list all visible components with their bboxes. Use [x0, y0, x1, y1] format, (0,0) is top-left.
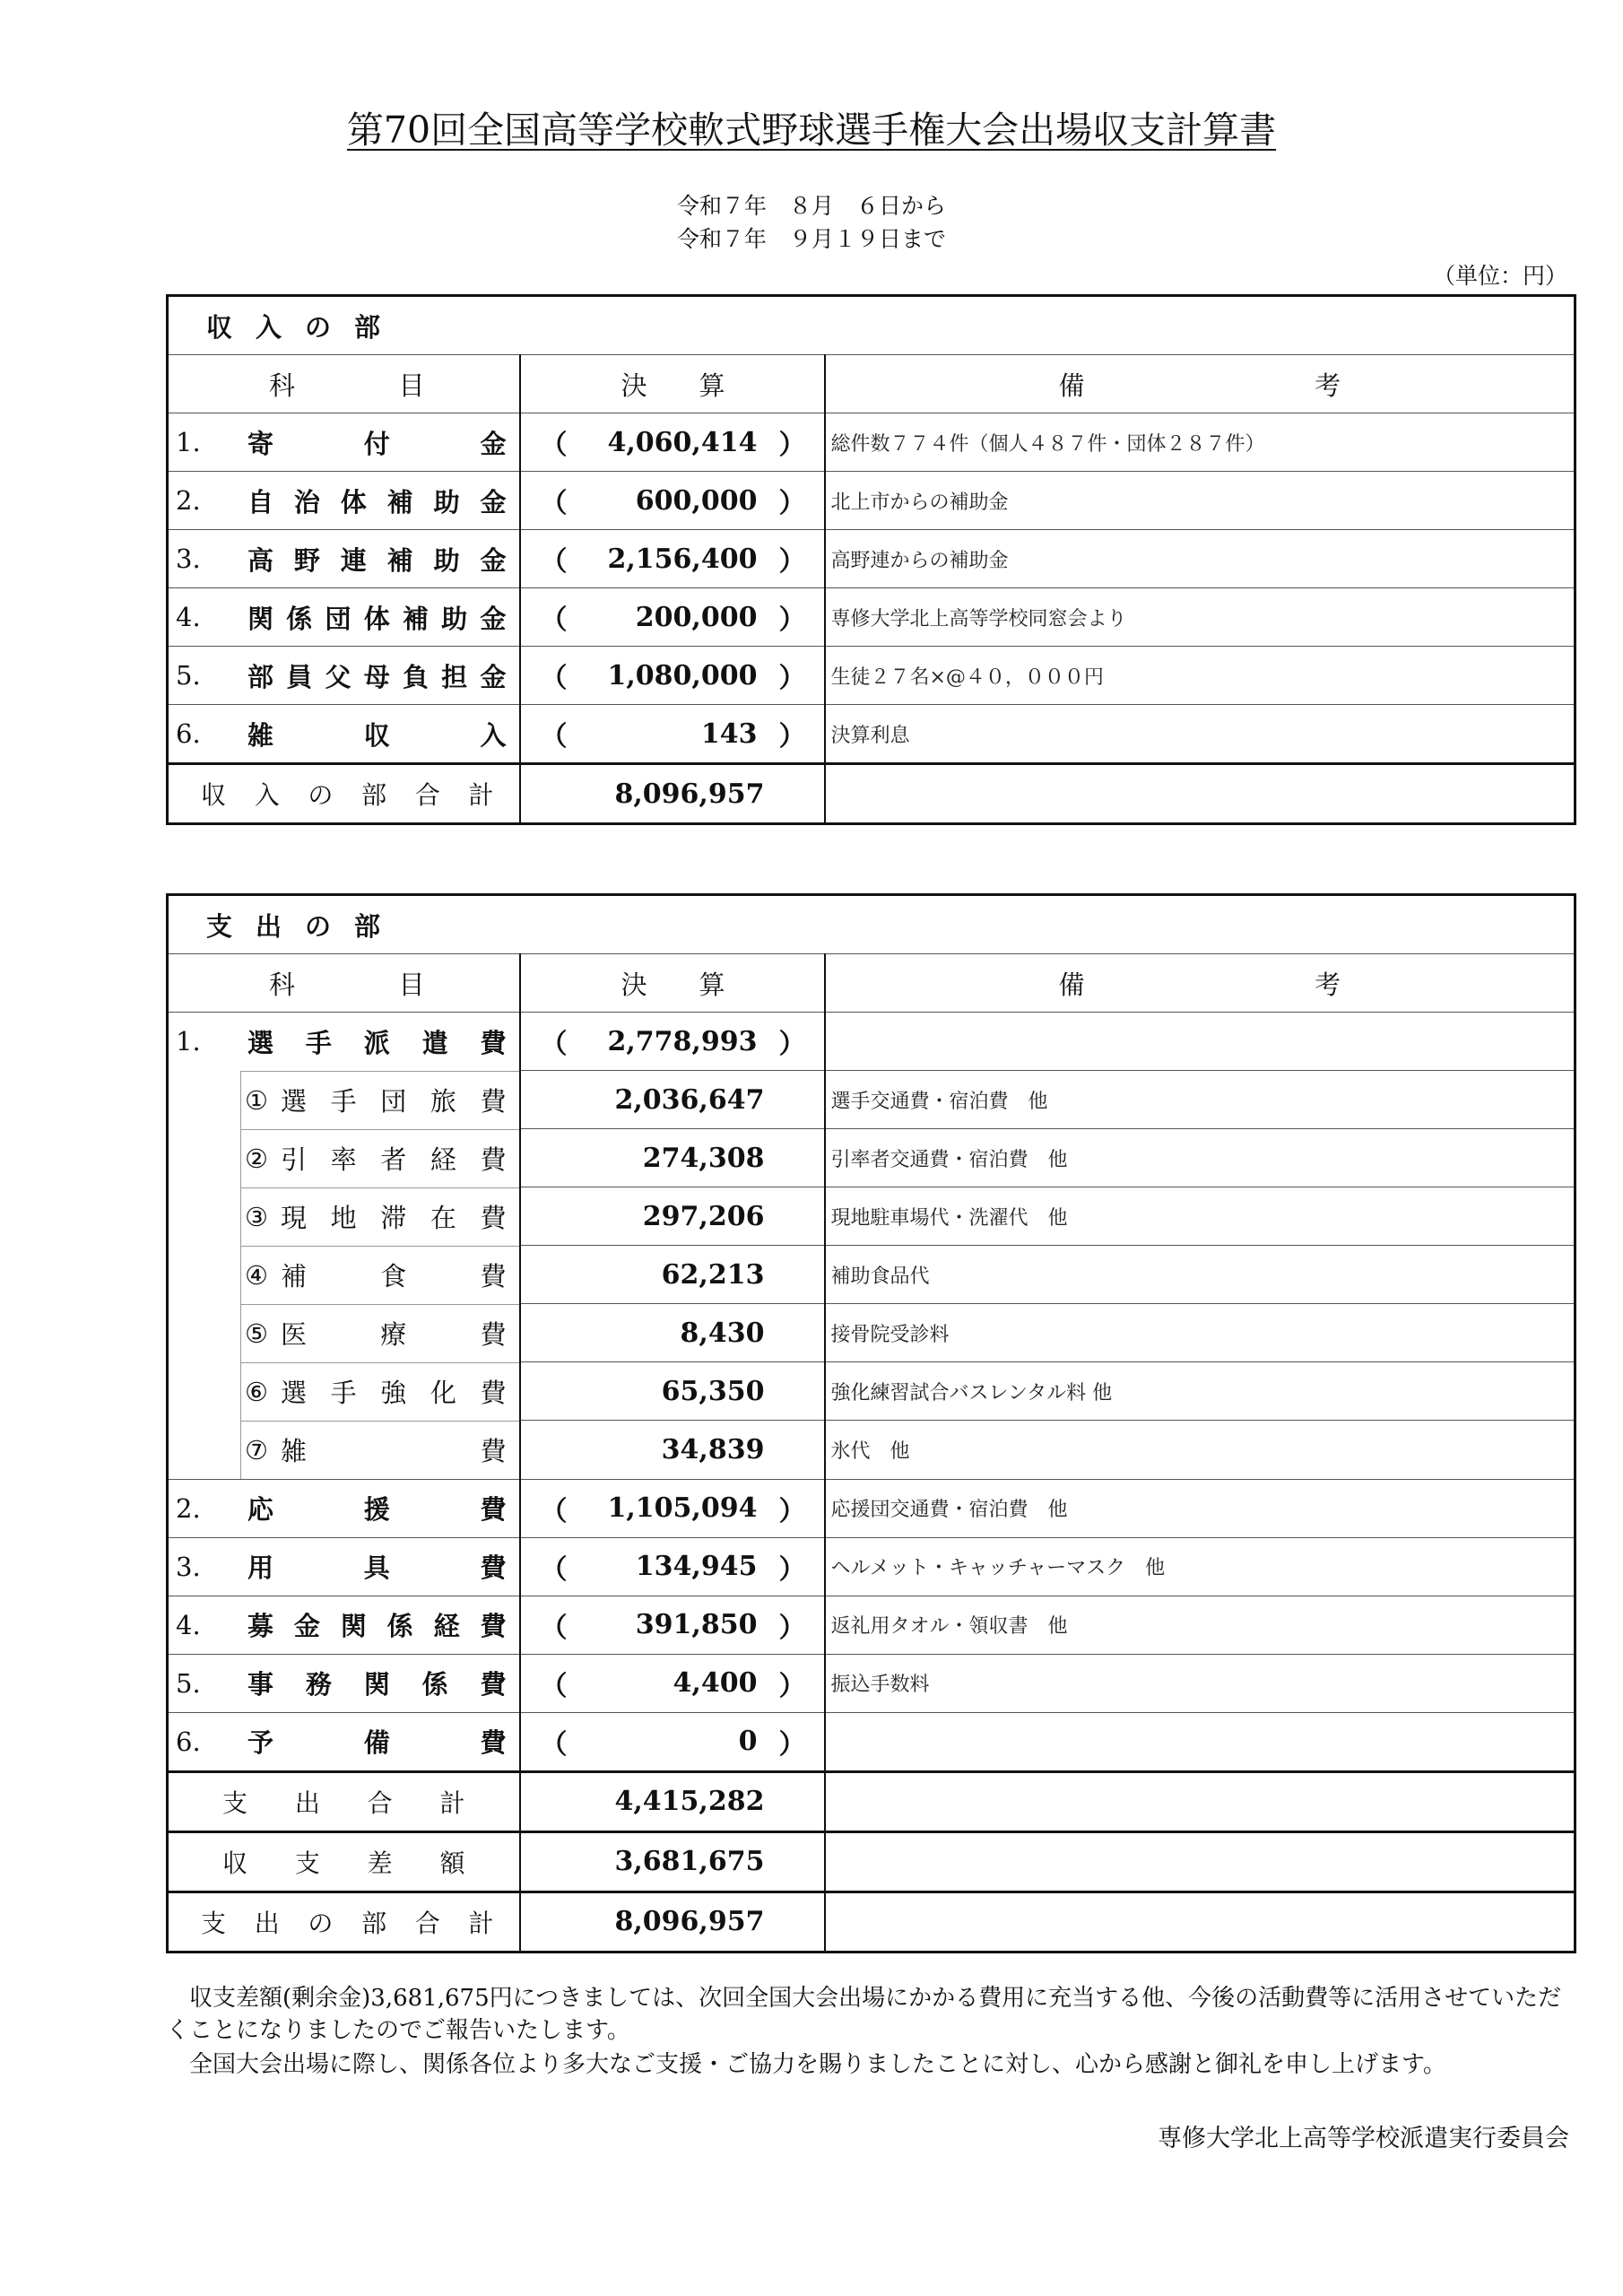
item-label: [247, 483, 507, 519]
label-char: 用: [247, 1552, 274, 1583]
label-char: の: [308, 1908, 334, 1938]
period-from: 令和７年 ８月 ６日から: [676, 193, 946, 219]
total-amount: 4,415,282: [614, 1786, 765, 1817]
label-char: 費: [480, 1727, 507, 1758]
label-char: 係: [421, 1669, 448, 1700]
label-char: 計: [439, 1787, 465, 1818]
total-label: [169, 1784, 519, 1820]
label-char: 補: [386, 544, 413, 576]
sub-item-note: 氷代 他: [830, 1439, 910, 1463]
label-char: 費: [480, 1319, 507, 1350]
label-char: 出: [254, 1908, 280, 1938]
ledger-row: [168, 472, 1575, 530]
item-amount: 391,850: [635, 1609, 758, 1640]
item-number: 2.: [176, 1492, 201, 1524]
sub-item-marker: ⑦: [245, 1434, 268, 1465]
sub-item-amount: 2,036,647: [614, 1083, 765, 1116]
sub-item-marker: ④: [245, 1259, 268, 1291]
item-amount: 4,060,414: [607, 426, 758, 458]
item-note: 専修大学北上高等学校同窓会より: [830, 607, 1127, 631]
ledger-row: [168, 1712, 1575, 1771]
label-char: 合: [367, 1787, 393, 1818]
item-amount: 200,000: [635, 601, 758, 633]
label-char: 在: [430, 1203, 456, 1233]
label-char: 体: [363, 603, 390, 634]
item-label: [247, 424, 507, 461]
label-char: 科: [269, 969, 296, 1000]
ledger-row: [168, 647, 1575, 705]
label-char: 収: [201, 780, 227, 810]
sub-item-label: [281, 1431, 507, 1468]
label-char: 募: [247, 1611, 274, 1641]
item-note: 総件数７７４件（個人４８７件・団体２８７件）: [830, 432, 1265, 456]
income-total-amount: 8,096,957: [614, 778, 765, 810]
label-char: 備: [1058, 370, 1085, 401]
income-column-headers: [168, 355, 1575, 413]
item-number: 3.: [176, 1551, 201, 1582]
total-amount: 8,096,957: [614, 1906, 765, 1937]
label-char: 野: [293, 544, 320, 576]
ledger-sub-row: [168, 1304, 1575, 1362]
sub-item-label: [281, 1198, 507, 1235]
label-char: 務: [305, 1669, 332, 1700]
label-char: 具: [363, 1552, 390, 1583]
label-char: 部: [361, 1908, 387, 1938]
label-char: 担: [441, 661, 468, 692]
label-char: 金: [480, 428, 507, 459]
label-char: 合: [414, 1908, 440, 1938]
sub-item-note: 補助食品代: [830, 1265, 930, 1288]
label-char: 引: [281, 1144, 308, 1175]
item-label: [247, 1490, 507, 1526]
sub-item-label: [281, 1315, 507, 1352]
label-char: 額: [439, 1848, 465, 1878]
item-label: [247, 1723, 507, 1760]
label-char: 金: [480, 661, 507, 692]
label-char: 合: [414, 780, 440, 810]
label-char: 率: [330, 1144, 357, 1175]
sub-item-amount: 274,308: [642, 1142, 765, 1174]
period-to: 令和７年 ９月１９日まで: [676, 226, 946, 252]
ledger-row: [168, 1479, 1575, 1537]
label-char: 手: [330, 1086, 357, 1117]
label-char: 連: [340, 544, 367, 576]
item-number: 5.: [176, 660, 201, 691]
item-label: [247, 716, 507, 752]
paren-close: ）: [778, 604, 806, 636]
label-char: 自: [247, 486, 274, 517]
item-note: 振込手数料: [830, 1674, 930, 1696]
label-char: 選: [247, 1027, 274, 1058]
ledger-row: [168, 705, 1575, 764]
sub-item-marker: ②: [245, 1143, 268, 1174]
item-number: 3.: [176, 544, 201, 574]
paren-open: （: [540, 663, 568, 694]
paren-open: （: [540, 546, 568, 578]
ledger-row: [168, 1013, 1575, 1071]
label-char: 応: [247, 1494, 274, 1525]
sub-item-amount: 8,430: [680, 1317, 765, 1349]
label-char: 助: [433, 486, 460, 517]
item-note: 応援団交通費・宿泊費 他: [830, 1499, 1068, 1521]
label-char: 手: [330, 1378, 357, 1408]
paren-open: （: [540, 1553, 568, 1586]
label-char: 支: [222, 1787, 248, 1818]
paren-open: （: [540, 604, 568, 636]
footer-paragraph-1: 収支差額(剰余金)3,681,675円につきましては、次回全国大会出場にかかる費用に充当する他、今後の活動費等に活用させていただくことになりましたのでご報告いたします。: [166, 1985, 1562, 2044]
label-char: 支: [294, 1848, 320, 1878]
label-char: 金: [480, 603, 507, 634]
label-char: 計: [468, 1908, 494, 1938]
header-remarks: [826, 366, 1575, 403]
income-section-title: 収入の部: [206, 311, 404, 343]
label-char: 算: [699, 969, 725, 1000]
paren-close: ）: [778, 721, 806, 752]
label-char: 援: [363, 1494, 390, 1525]
expense-section-header: [168, 895, 1575, 954]
item-label: [247, 541, 507, 578]
expense-total-row: [168, 1771, 1575, 1831]
label-char: 雑: [281, 1436, 308, 1466]
paren-close: ）: [778, 488, 806, 519]
paren-close: ）: [778, 1495, 806, 1527]
paren-open: （: [540, 1612, 568, 1644]
paren-open: （: [540, 1670, 568, 1702]
label-char: 治: [293, 486, 320, 517]
label-char: 予: [247, 1727, 274, 1758]
item-number: 4.: [176, 602, 201, 632]
sub-item-amount: 34,839: [661, 1433, 765, 1465]
total-label: [169, 1844, 519, 1880]
ledger-sub-row: [168, 1362, 1575, 1421]
label-char: 経: [430, 1144, 456, 1175]
item-label: [247, 1548, 507, 1585]
label-char: 目: [398, 969, 425, 1000]
label-char: 費: [480, 1261, 507, 1292]
label-char: 団: [325, 603, 352, 634]
header-amount: [521, 366, 824, 403]
item-label: [247, 1023, 507, 1060]
label-char: 計: [468, 780, 494, 810]
item-amount: 0: [738, 1726, 758, 1757]
sub-item-marker: ①: [245, 1084, 268, 1116]
item-number: 1.: [176, 1026, 201, 1057]
label-char: 出: [294, 1787, 320, 1818]
label-char: 差: [367, 1848, 393, 1878]
sub-item-note: 強化練習試合バスレンタル料 他: [830, 1381, 1113, 1405]
label-char: 入: [254, 780, 280, 810]
ledger-sub-row: [168, 1421, 1575, 1480]
label-char: 費: [480, 1436, 507, 1466]
label-char: 費: [480, 1144, 507, 1175]
income-total-row: [168, 764, 1575, 824]
sub-item-note: 現地駐車場代・洗濯代 他: [830, 1206, 1068, 1230]
sub-item-marker: ⑥: [245, 1376, 268, 1407]
label-char: 者: [380, 1144, 407, 1175]
label-char: 体: [340, 486, 367, 517]
ledger-sub-row: [168, 1187, 1575, 1246]
label-char: 備: [1058, 969, 1085, 1000]
paren-close: ）: [778, 546, 806, 578]
item-amount: 2,778,993: [607, 1025, 758, 1057]
item-number: 1.: [176, 427, 201, 457]
label-char: 係: [286, 603, 313, 634]
label-char: 派: [363, 1027, 390, 1058]
header-amount: [521, 965, 824, 1002]
sub-item-marker: ③: [245, 1201, 268, 1232]
label-char: 地: [330, 1203, 357, 1233]
sub-item-label: [281, 1140, 507, 1177]
header-subject: [169, 366, 519, 403]
label-char: 補: [281, 1261, 308, 1292]
expense-total-row: [168, 1831, 1575, 1892]
label-char: 医: [281, 1319, 308, 1350]
label-char: 母: [363, 661, 390, 692]
footer-paragraph-2: 全国大会出場に際し、関係各位より多大なご支援・ご協力を賜りましたことに対し、心から感謝と御礼を申し上げます。: [189, 2051, 1446, 2078]
paren-open: （: [540, 488, 568, 519]
label-char: 現: [281, 1203, 308, 1233]
label-char: 決: [621, 969, 647, 1000]
item-amount: 134,945: [635, 1551, 758, 1582]
expense-table: [166, 893, 1576, 1953]
label-char: 目: [398, 370, 425, 401]
ledger-sub-row: [168, 1246, 1575, 1304]
label-char: 考: [1315, 370, 1341, 401]
signature: 専修大学北上高等学校派遣実行委員会: [1158, 2125, 1569, 2152]
document-title: 第70回全国高等学校軟式野球選手権大会出場収支計算書: [346, 109, 1277, 152]
label-char: 助: [441, 603, 468, 634]
label-char: 療: [380, 1319, 407, 1350]
label-char: 負: [402, 661, 429, 692]
item-amount: 4,400: [673, 1667, 758, 1699]
item-amount: 1,080,000: [607, 659, 758, 691]
label-char: 父: [325, 661, 352, 692]
ledger-row: [168, 413, 1575, 472]
label-char: 補: [386, 486, 413, 517]
label-char: 金: [293, 1611, 320, 1641]
label-char: 強: [380, 1378, 407, 1408]
label-char: 関: [247, 603, 274, 634]
item-amount: 600,000: [635, 484, 758, 517]
paren-open: （: [540, 1728, 568, 1761]
item-note: 生徒２７名×@４０，０００円: [830, 665, 1104, 689]
paren-open: （: [540, 430, 568, 461]
sub-item-amount: 297,206: [642, 1200, 765, 1232]
sub-item-label: [281, 1373, 507, 1410]
income-total-label: [169, 776, 519, 812]
label-char: 団: [380, 1086, 407, 1117]
item-number: 4.: [176, 1609, 201, 1640]
label-char: の: [308, 780, 334, 810]
sub-item-label: [281, 1257, 507, 1293]
paren-open: （: [540, 721, 568, 752]
item-label: [247, 1665, 507, 1701]
item-note: 高野連からの補助金: [830, 549, 1009, 572]
item-label: [247, 599, 507, 636]
item-number: 2.: [176, 485, 201, 516]
label-char: 選: [281, 1086, 308, 1117]
ledger-row: [168, 1537, 1575, 1596]
item-note: ヘルメット・キャッチャーマスク 他: [830, 1557, 1166, 1579]
sub-item-note: 引率者交通費・宿泊費 他: [830, 1148, 1068, 1171]
paren-close: ）: [778, 1029, 806, 1060]
label-char: 費: [480, 1378, 507, 1408]
label-char: 決: [621, 370, 647, 401]
total-amount: 3,681,675: [614, 1846, 765, 1877]
label-char: 関: [363, 1669, 390, 1700]
label-char: 費: [480, 1611, 507, 1641]
item-number: 6.: [176, 718, 201, 749]
item-label: [247, 1606, 507, 1643]
label-char: 費: [480, 1086, 507, 1117]
income-section-header: [168, 296, 1575, 355]
sub-item-amount: 65,350: [661, 1375, 765, 1407]
paren-open: （: [540, 1495, 568, 1527]
label-char: 事: [247, 1669, 274, 1700]
label-char: 寄: [247, 428, 274, 459]
label-char: 遣: [421, 1027, 448, 1058]
label-char: 入: [480, 719, 507, 751]
expense-column-headers: [168, 954, 1575, 1013]
label-char: 化: [430, 1378, 456, 1408]
header-remarks: [826, 965, 1575, 1002]
label-char: 係: [386, 1611, 413, 1641]
label-char: 備: [363, 1727, 390, 1758]
label-char: 考: [1315, 969, 1341, 1000]
label-char: 費: [480, 1669, 507, 1700]
sub-item-note: 接骨院受診料: [830, 1323, 950, 1346]
item-amount: 143: [700, 718, 758, 750]
label-char: 算: [699, 370, 725, 401]
item-note: 決算利息: [830, 724, 910, 747]
ledger-sub-row: [168, 1071, 1575, 1129]
label-char: 食: [380, 1261, 407, 1292]
item-amount: 2,156,400: [607, 543, 758, 575]
item-number: 6.: [176, 1726, 201, 1757]
label-char: 収: [363, 719, 390, 751]
item-note: 返礼用タオル・領収書 他: [830, 1615, 1068, 1638]
paren-close: ）: [778, 430, 806, 461]
item-note: 北上市からの補助金: [830, 491, 1009, 514]
label-char: 収: [222, 1848, 248, 1878]
label-char: 費: [480, 1027, 507, 1058]
label-char: 科: [269, 370, 296, 401]
item-number: 5.: [176, 1667, 201, 1699]
label-char: 付: [363, 428, 390, 459]
unit-label: （単位：円）: [1432, 263, 1567, 289]
label-char: 選: [281, 1378, 308, 1408]
ledger-row: [168, 1654, 1575, 1712]
paren-open: （: [540, 1029, 568, 1060]
label-char: 費: [480, 1494, 507, 1525]
sub-item-label: [281, 1082, 507, 1118]
paren-close: ）: [778, 1670, 806, 1702]
label-char: 雑: [247, 719, 274, 751]
label-char: 補: [402, 603, 429, 634]
ledger-row: [168, 530, 1575, 588]
sub-item-marker: ⑤: [245, 1318, 268, 1349]
label-char: 手: [305, 1027, 332, 1058]
label-char: 経: [433, 1611, 460, 1641]
sub-item-note: 選手交通費・宿泊費 他: [830, 1090, 1048, 1113]
label-char: 費: [480, 1203, 507, 1233]
paren-close: ）: [778, 1612, 806, 1644]
ledger-sub-row: [168, 1129, 1575, 1187]
label-char: 金: [480, 486, 507, 517]
sub-item-amount: 62,213: [661, 1258, 765, 1291]
ledger-row: [168, 1596, 1575, 1654]
label-char: 支: [201, 1908, 227, 1938]
label-char: 員: [286, 661, 313, 692]
label-char: 金: [480, 544, 507, 576]
expense-section-title: 支出の部: [206, 910, 404, 942]
label-char: 滞: [380, 1203, 407, 1233]
label-char: 高: [247, 544, 274, 576]
label-char: 部: [247, 661, 274, 692]
header-subject: [169, 965, 519, 1002]
ledger-row: [168, 588, 1575, 647]
label-char: 助: [433, 544, 460, 576]
label-char: 費: [480, 1552, 507, 1583]
item-label: [247, 657, 507, 694]
paren-close: ）: [778, 1553, 806, 1586]
paren-close: ）: [778, 1728, 806, 1761]
label-char: 関: [340, 1611, 367, 1641]
expense-total-row: [168, 1892, 1575, 1952]
label-char: 部: [361, 780, 387, 810]
total-label: [169, 1904, 519, 1940]
income-table: [166, 294, 1576, 825]
paren-close: ）: [778, 663, 806, 694]
label-char: 旅: [430, 1086, 456, 1117]
item-amount: 1,105,094: [607, 1492, 758, 1524]
